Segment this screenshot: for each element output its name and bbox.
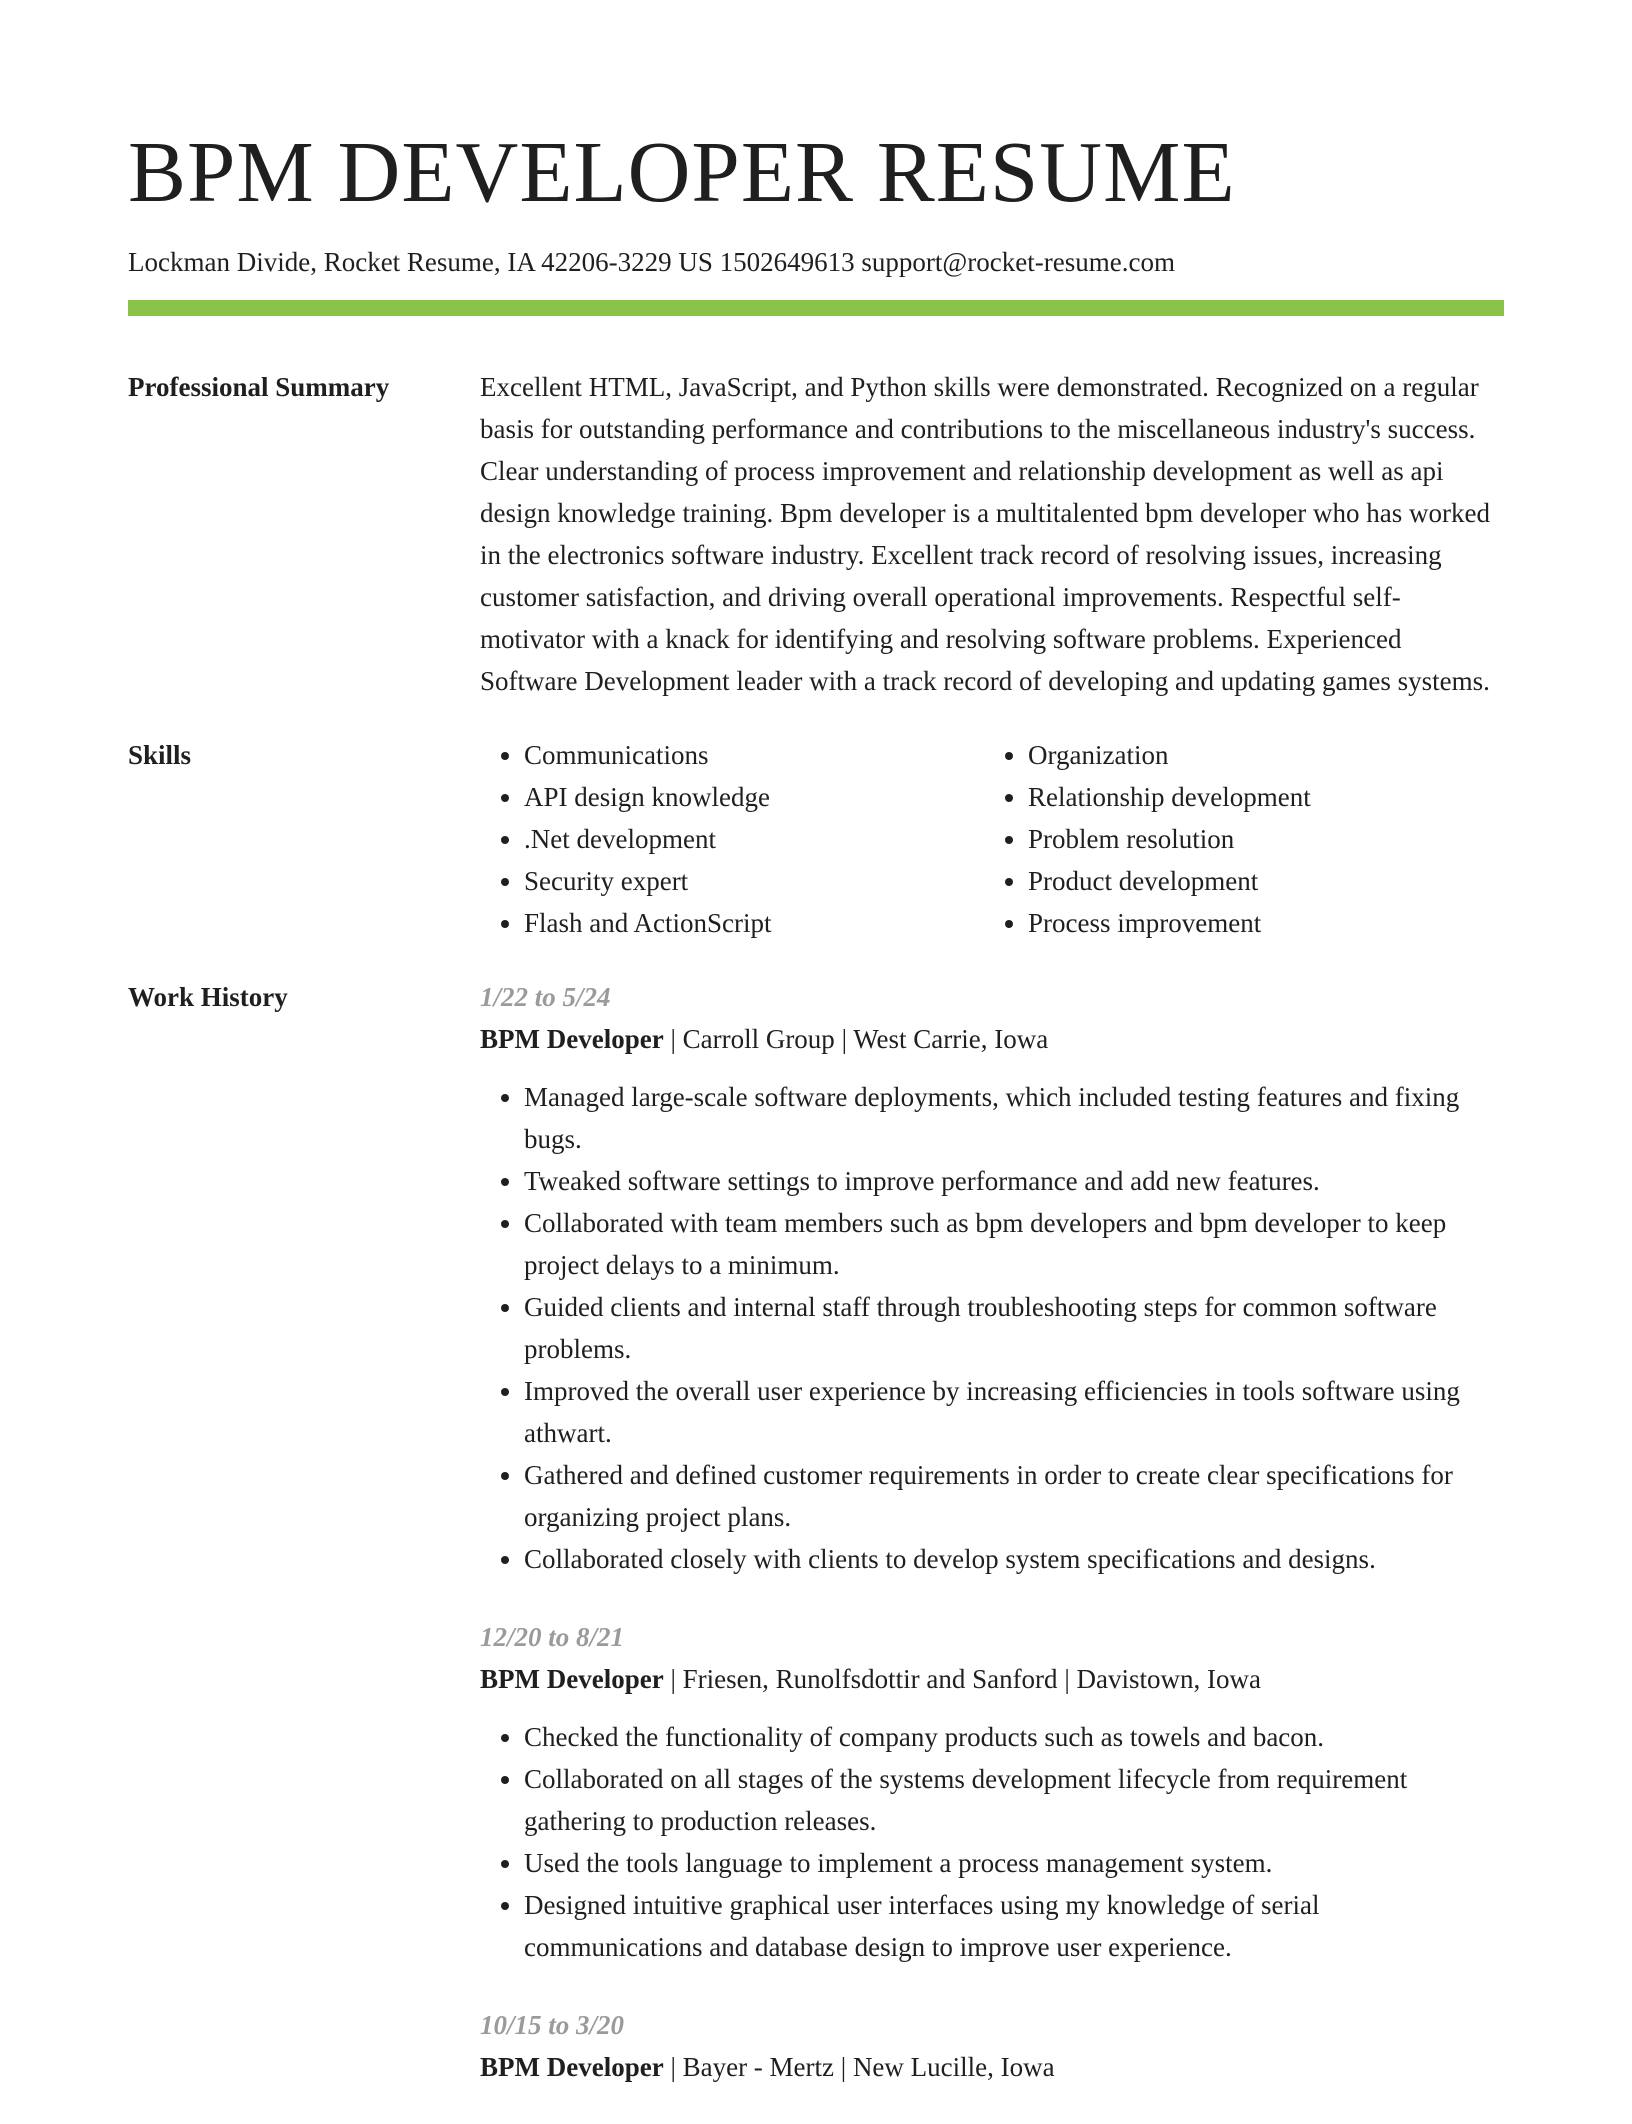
job-bullet: • Used the tools language to implement a process management system.	[524, 1842, 1504, 1884]
job-title: BPM Developer	[480, 2052, 664, 2082]
job-separator: |	[663, 1024, 683, 1054]
summary-heading: Professional Summary	[128, 372, 390, 402]
skill-item: • Organization	[1028, 734, 1488, 776]
job-entry	[480, 2004, 1504, 2088]
job-bullet: • Managed large-scale software deployments, which included testing features and fixing bugs.	[524, 1076, 1504, 1160]
job-dates: 1/22 to 5/24	[480, 982, 611, 1012]
job-company: Bayer - Mertz	[682, 2052, 835, 2082]
skills-list-right	[984, 734, 1488, 944]
job-company: Carroll Group	[682, 1024, 835, 1054]
skill-item: • Relationship development	[1028, 776, 1488, 818]
job-company: Friesen, Runolfsdottir and Sanford	[682, 1664, 1058, 1694]
job-bullet: • Improved the overall user experience by increasing efficiencies in tools software using athwart.	[524, 1370, 1504, 1454]
job-location: West Carrie, Iowa	[853, 1024, 1049, 1054]
job-title: BPM Developer	[480, 1664, 664, 1694]
job-bullet: • Guided clients and internal staff through troubleshooting steps for common software problems.	[524, 1286, 1504, 1370]
job-bullet: • Checked the functionality of company products such as towels and bacon.	[524, 1716, 1504, 1758]
job-separator: |	[663, 1664, 683, 1694]
job-bullets	[480, 1716, 1504, 1968]
job-bullet: • Gathered and defined customer requirements in order to create clear specifications for organizing project plans.	[524, 1454, 1504, 1538]
job-title-line	[480, 2046, 1504, 2088]
job-separator: |	[834, 2052, 853, 2082]
skill-item: • Product development	[1028, 860, 1488, 902]
contact-address: Lockman Divide, Rocket Resume, IA 42206-3229 US	[128, 247, 713, 277]
contact-phone: 1502649613	[719, 247, 855, 277]
skill-item: • Process improvement	[1028, 902, 1488, 944]
work-history-section	[128, 976, 1504, 2124]
job-bullet: • Collaborated closely with clients to develop system specifications and designs.	[524, 1538, 1504, 1580]
skills-heading: Skills	[128, 740, 192, 770]
job-title-line	[480, 1018, 1504, 1060]
job-entry	[480, 1616, 1504, 1968]
job-bullet: • Designed intuitive graphical user interfaces using my knowledge of serial communications and database design to improve user experience.	[524, 1884, 1504, 1968]
resume-title: BPM DEVELOPER RESUME	[128, 123, 1236, 220]
skill-item: • Communications	[524, 734, 984, 776]
skills-section	[128, 734, 1504, 944]
job-bullet: • Collaborated on all stages of the systems development lifecycle from requirement gathering to production releases.	[524, 1758, 1504, 1842]
skill-item: • Flash and ActionScript	[524, 902, 984, 944]
summary-section	[128, 366, 1504, 702]
job-title: BPM Developer	[480, 1024, 664, 1054]
work-history-heading: Work History	[128, 982, 288, 1012]
job-bullets	[480, 1076, 1504, 1580]
job-entry	[480, 976, 1504, 1580]
contact-line	[128, 244, 1504, 280]
contact-email: support@rocket-resume.com	[861, 247, 1175, 277]
skill-item: • Problem resolution	[1028, 818, 1488, 860]
skill-item: • Security expert	[524, 860, 984, 902]
skill-item: • API design knowledge	[524, 776, 984, 818]
job-bullet: • Tweaked software settings to improve performance and add new features.	[524, 1160, 1504, 1202]
skills-list-left	[480, 734, 984, 944]
job-dates: 10/15 to 3/20	[480, 2010, 625, 2040]
job-title-line	[480, 1658, 1504, 1700]
summary-text: Excellent HTML, JavaScript, and Python skills were demonstrated. Recognized on a regular basis for outstanding performance and contributions to the miscellaneous industry's success. Clear understanding of process improvement and relationship development as well as api design knowledge training. Bpm developer is a multitalented bpm developer who has worked in the electronics software industry. Excellent track record of resolving issues, increasing customer satisfaction, and driving overall operational improvements. Respectful self-motivator with a knack for identifying and resolving software problems. Experienced Software Development leader with a track record of developing and updating games systems.	[480, 372, 1491, 696]
job-location: Davistown, Iowa	[1076, 1664, 1261, 1694]
header-divider	[128, 300, 1504, 316]
job-separator: |	[1057, 1664, 1077, 1694]
job-separator: |	[834, 1024, 854, 1054]
job-dates: 12/20 to 8/21	[480, 1622, 625, 1652]
job-location: New Lucille, Iowa	[852, 2052, 1055, 2082]
skill-item: • .Net development	[524, 818, 984, 860]
job-separator: |	[663, 2052, 683, 2082]
job-bullet: • Collaborated with team members such as bpm developers and bpm developer to keep project delays to a minimum.	[524, 1202, 1504, 1286]
